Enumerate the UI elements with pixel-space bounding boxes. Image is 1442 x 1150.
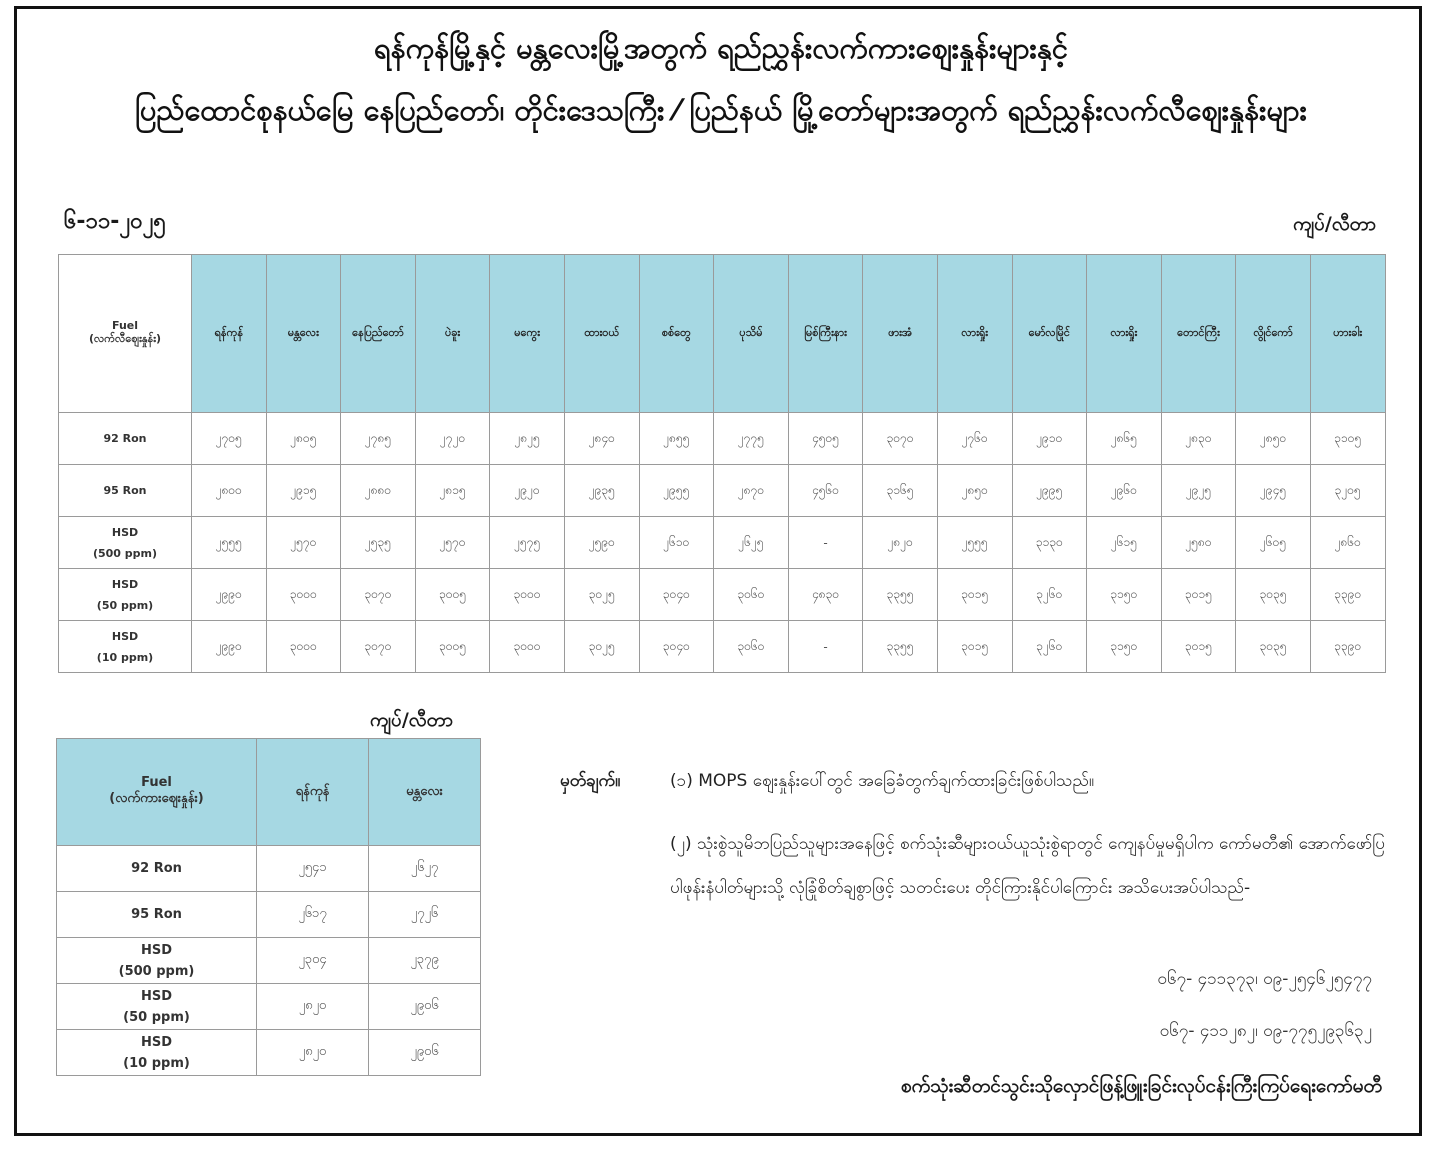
price-cell: ၃၁၆၅ <box>863 465 938 517</box>
committee-signature: စက်သုံးဆီတင်သွင်းသိုလှောင်ဖြန့်ဖြူးခြင်းလုပ်ငန်းကြီးကြပ်ရေးကော်မတီ <box>900 1075 1382 1097</box>
price-cell: ၃၁၃၀ <box>1012 517 1087 569</box>
price-cell: ၂၆၁၇ <box>257 892 369 938</box>
price-cell: ၂၉၁၀ <box>1012 413 1087 465</box>
price-cell: ၃၀၇၀ <box>341 569 416 621</box>
price-cell: ၃၀၇၀ <box>863 413 938 465</box>
price-cell: ၃၂၆၀ <box>1012 569 1087 621</box>
price-cell: ၃၀၄၀ <box>639 569 714 621</box>
price-cell: ၂၅၇၀ <box>266 517 341 569</box>
table-row <box>57 984 481 1030</box>
city-header: ဖားအံ <box>863 255 938 413</box>
price-cell: ၄၈၃၀ <box>788 569 863 621</box>
price-cell: ၂၈၃၀ <box>1161 413 1236 465</box>
fuel-type-cell <box>57 984 257 1030</box>
price-cell: ၃၁၀၅ <box>1310 413 1385 465</box>
price-cell: ၃၀၃၅ <box>1236 569 1311 621</box>
table-row <box>57 892 481 938</box>
fuel-type-cell <box>59 465 192 517</box>
price-cell: ၃၀၀၅ <box>415 621 490 673</box>
table-row <box>59 517 1386 569</box>
price-cell: ၄၅၀၅ <box>788 413 863 465</box>
fuel-type-cell <box>59 621 192 673</box>
price-cell: ၂၆၀၅ <box>1236 517 1311 569</box>
phone-numbers-1: ၀၆၇- ၄၁၁၃၇၃၊ ၀၉-၂၅၄၆၂၅၄၇၇ <box>1157 969 1372 989</box>
price-cell: ၂၅၈၀ <box>1161 517 1236 569</box>
price-cell: ၂၅၅၅ <box>937 517 1012 569</box>
notes-label: မှတ်ချက်။ <box>560 771 621 791</box>
fuel-header-cell <box>59 255 192 413</box>
phone-numbers-2: ၀၆၇- ၄၁၁၂၈၂၊ ၀၉-၇၇၅၂၉၃၆၃၂ <box>1159 1021 1372 1041</box>
fuel-label-line: (လက်လီဈေးနှုန်း) <box>88 332 162 345</box>
fuel-label-line: HSD <box>111 577 139 591</box>
table-row <box>57 846 481 892</box>
fuel-label-line: 92 Ron <box>103 432 147 445</box>
city-header: လားရှိုး <box>1087 255 1162 413</box>
price-cell: ၃၂၆၀ <box>1012 621 1087 673</box>
price-cell: ၂၉၅၅ <box>639 465 714 517</box>
price-cell: ၂၅၇၀ <box>415 517 490 569</box>
unit-label: ကျပ်/လီတာ <box>1293 213 1376 235</box>
price-cell: ၂၆၁၀ <box>639 517 714 569</box>
fuel-label-line: Fuel <box>141 775 172 790</box>
fuel-label-line: (500 ppm) <box>92 546 158 560</box>
price-cell: ၂၈၂၅ <box>490 413 565 465</box>
price-cell: ၃၀၀၅ <box>415 569 490 621</box>
title-line-2: ပြည်ထောင်စုနယ်မြေ နေပြည်တော်၊ တိုင်းဒေသကြီး ⁄ ပြည်နယ် မြို့တော်များအတွက် ရည်ညွှန်းလက်လီဈေးနှုန်းများ <box>135 93 1307 127</box>
price-cell: ၃၃၅၅ <box>863 621 938 673</box>
price-cell: - <box>788 621 863 673</box>
fuel-type-cell <box>59 413 192 465</box>
city-header: နေပြည်တော် <box>341 255 416 413</box>
date-label: ၆-၁၁-၂၀၂၅ <box>64 209 166 234</box>
price-cell: ၂၈၆၀ <box>1310 517 1385 569</box>
city-header: ဟားခါး <box>1310 255 1385 413</box>
price-cell: ၂၃၀၄ <box>257 938 369 984</box>
price-cell: ၃၀၁၅ <box>1161 569 1236 621</box>
price-cell: ၃၀၆၀ <box>714 569 789 621</box>
price-cell: ၃၃၅၅ <box>863 569 938 621</box>
fuel-label-line: Fuel <box>111 319 139 332</box>
note-2: (၂) သုံးစွဲသူမိဘပြည်သူများအနေဖြင့် စက်သုံးဆီများဝယ်ယူသုံးစွဲရာတွင် ကျေနပ်မှုမရှိပါက ကော်မတီ၏ အောက်ဖော်ပြပါဖုန်းနံပါတ်များသို့ လုံခြုံစိတ်ချစွာဖြင့် သတင်းပေး တိုင်ကြားနိုင်ပါကြောင်း အသိပေးအပ်ပါသည်- <box>670 834 1385 898</box>
price-cell: ၂၇၂၆ <box>369 892 481 938</box>
price-cell: ၃၀၀၀ <box>266 569 341 621</box>
fuel-type-cell <box>59 569 192 621</box>
price-cell: ၂၉၉၀ <box>192 569 267 621</box>
price-cell: ၂၈၂၀ <box>257 984 369 1030</box>
price-cell: ၃၀၇၀ <box>341 621 416 673</box>
price-cell: ၂၈၁၅ <box>415 465 490 517</box>
price-cell: ၃၀၄၀ <box>639 621 714 673</box>
fuel-label-line: 92 Ron <box>131 861 182 876</box>
fuel-label-line: 95 Ron <box>131 907 182 922</box>
fuel-label-line: (50 ppm) <box>96 598 154 612</box>
price-cell: ၂၈၇၀ <box>714 465 789 517</box>
price-cell: ၃၁၅၀ <box>1087 621 1162 673</box>
title-line-1: ရန်ကုန်မြို့နှင့် မန္တလေးမြို့အတွက် ရည်ညွှန်းလက်ကားဈေးနှုန်းများနှင့် <box>374 31 1068 65</box>
city-header: လွိုင်ကော် <box>1236 255 1311 413</box>
price-cell: ၂၈၆၅ <box>1087 413 1162 465</box>
price-cell: ၂၇၇၅ <box>714 413 789 465</box>
fuel-label-line: 95 Ron <box>103 484 147 497</box>
fuel-label-line: (လက်ကားဈေးနှုန်း) <box>109 791 204 806</box>
price-cell: ၃၀၀၀ <box>266 621 341 673</box>
price-cell: ၂၈၂၀ <box>863 517 938 569</box>
fuel-label-line: (10 ppm) <box>123 1055 190 1071</box>
price-cell: - <box>788 517 863 569</box>
price-cell: ၂၅၉၀ <box>564 517 639 569</box>
price-cell: ၂၅၅၅ <box>192 517 267 569</box>
fuel-type-cell <box>57 846 257 892</box>
fuel-label-line: HSD <box>140 988 173 1004</box>
wholesale-price-table <box>56 738 481 1076</box>
fuel-label-line: (500 ppm) <box>118 963 195 979</box>
price-cell: ၂၅၇၅ <box>490 517 565 569</box>
price-cell: ၂၉၉၀ <box>192 621 267 673</box>
price-cell: ၃၀၁၅ <box>937 569 1012 621</box>
price-cell: ၃၀၀၀ <box>490 569 565 621</box>
price-cell: ၂၉၂၀ <box>490 465 565 517</box>
price-cell: ၂၅၄၁ <box>257 846 369 892</box>
city-header: ရန်ကုန် <box>257 739 369 846</box>
price-cell: ၂၈၈၀ <box>341 465 416 517</box>
price-cell: ၄၅၆၀ <box>788 465 863 517</box>
price-cell: ၂၉၆၀ <box>1087 465 1162 517</box>
price-cell: ၂၉၃၅ <box>564 465 639 517</box>
note-1: (၁) MOPS ဈေးနှုန်းပေါ်တွင် အခြေခံတွက်ချက်ထားခြင်းဖြစ်ပါသည်။ <box>670 771 1095 791</box>
price-cell: ၃၃၉၀ <box>1310 569 1385 621</box>
city-header: တောင်ကြီး <box>1161 255 1236 413</box>
fuel-header-cell <box>57 739 257 846</box>
price-cell: ၃၀၁၅ <box>937 621 1012 673</box>
price-cell: ၃၀၁၅ <box>1161 621 1236 673</box>
price-cell: ၂၆၂၇ <box>369 846 481 892</box>
city-header: လားရှိုး <box>937 255 1012 413</box>
city-header: မြစ်ကြီးနား <box>788 255 863 413</box>
price-cell: ၃၀၂၅ <box>564 569 639 621</box>
price-cell: ၂၇၈၅ <box>341 413 416 465</box>
price-cell: ၂၉၀၆ <box>369 984 481 1030</box>
price-cell: ၂၈၀၀ <box>192 465 267 517</box>
city-header: ပဲခူး <box>415 255 490 413</box>
fuel-label-line: HSD <box>140 942 173 958</box>
price-cell: ၃၀၃၅ <box>1236 621 1311 673</box>
fuel-label-line: (50 ppm) <box>123 1009 190 1025</box>
city-header: စစ်တွေ <box>639 255 714 413</box>
city-header: မန္တလေး <box>266 255 341 413</box>
fuel-label-line: HSD <box>111 525 139 539</box>
price-cell: ၂၆၁၅ <box>1087 517 1162 569</box>
price-cell: ၃၃၉၀ <box>1310 621 1385 673</box>
fuel-label-line: HSD <box>140 1034 173 1050</box>
city-header: ရန်ကုန် <box>192 255 267 413</box>
fuel-type-cell <box>57 938 257 984</box>
price-cell: ၂၃၇၉ <box>369 938 481 984</box>
price-cell: ၂၉၄၅ <box>1236 465 1311 517</box>
city-header: ထားဝယ် <box>564 255 639 413</box>
city-header: ပုသိမ် <box>714 255 789 413</box>
city-header: မန္တလေး <box>369 739 481 846</box>
fuel-type-cell <box>59 517 192 569</box>
fuel-type-cell <box>57 892 257 938</box>
price-cell: ၃၂၀၅ <box>1310 465 1385 517</box>
price-cell: ၂၅၃၅ <box>341 517 416 569</box>
table-row <box>59 465 1386 517</box>
retail-price-table <box>58 254 1386 673</box>
table-row <box>59 413 1386 465</box>
price-cell: ၂၈၅၀ <box>1236 413 1311 465</box>
wholesale-unit-label: ကျပ်/လီတာ <box>370 709 453 731</box>
price-cell: ၂၇၀၅ <box>192 413 267 465</box>
price-cell: ၂၈၅၀ <box>937 465 1012 517</box>
price-cell: ၃၀၀၀ <box>490 621 565 673</box>
price-cell: ၂၉၂၅ <box>1161 465 1236 517</box>
fuel-type-cell <box>57 1030 257 1076</box>
price-cell: ၂၈၄၀ <box>564 413 639 465</box>
price-cell: ၂၉၀၆ <box>369 1030 481 1076</box>
price-cell: ၃၀၂၅ <box>564 621 639 673</box>
price-cell: ၂၇၆၀ <box>937 413 1012 465</box>
fuel-label-line: HSD <box>111 629 139 643</box>
table-row <box>57 1030 481 1076</box>
price-cell: ၂၈၅၅ <box>639 413 714 465</box>
price-cell: ၂၉၁၅ <box>266 465 341 517</box>
price-cell: ၃၀၆၀ <box>714 621 789 673</box>
price-cell: ၂၉၉၅ <box>1012 465 1087 517</box>
price-cell: ၂၇၂၀ <box>415 413 490 465</box>
fuel-label-line: (10 ppm) <box>96 650 154 664</box>
price-cell: ၂၈၀၅ <box>266 413 341 465</box>
city-header: မော်လမြိုင် <box>1012 255 1087 413</box>
table-row <box>57 938 481 984</box>
price-cell: ၂၆၂၅ <box>714 517 789 569</box>
city-header: မကွေး <box>490 255 565 413</box>
price-cell: ၂၈၂၀ <box>257 1030 369 1076</box>
table-row <box>59 569 1386 621</box>
price-cell: ၃၁၅၀ <box>1087 569 1162 621</box>
table-row <box>59 621 1386 673</box>
